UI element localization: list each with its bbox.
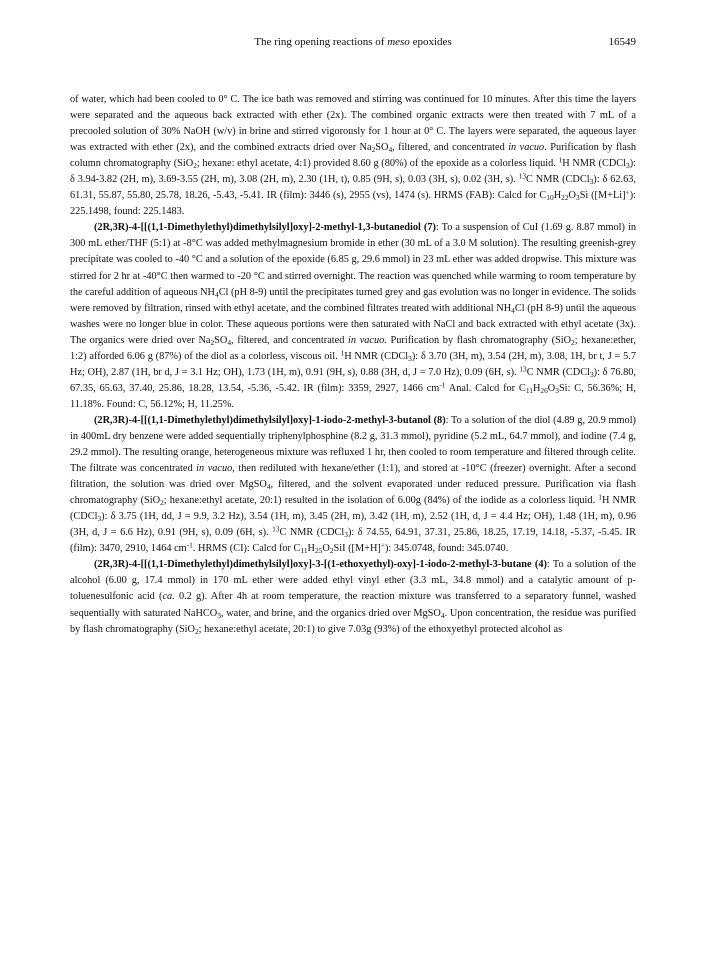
paragraph-epoxide-workup: of water, which had been cooled to 0° C. The ice bath was removed and stirring was continued for 10 minutes. After this time the layers were separated and the aqueous back extracted with ether (2x). The combined organic extracts were then treated with 7 mL of a precooled solution of 30% NaOH (w/v) in brine and stirred vigorously for 1 hour at 0° C. The layers were separated, the aqueous layer was extracted with ether (2x), and the combined extracts dried over $Na_2SO_4$, filtered, and concentrated in vacuo. Purification by flash column chromatography (SiO$_2$; hexane: ethyl acetate, 4:1) provided 8.60 g (80%) of the epoxide as a colorless liquid. $^1$H NMR (CDCl$_3$): δ 3.94-3.82 (2H, m), 3.69-3.55 (2H, m), 3.08 (2H, m), 2.30 (1H, t), 0.85 (9H, s), 0.03 (3H, s), 0.02 (3H, s). $^{13}$C NMR (CDCl$_3$): δ 62.63, 61.31, 55.87, 55.80, 25.78, 18.26, -5.43, -5.41. IR (film): 3446 (s), 2955 (vs), 1474 (s). HRMS (FAB): Calcd for $C_{10}H_{22}O_3Si$ ([M+Li]+): 225.1498, found: 225.1483. [70, 94, 637, 218]
running-title: The ring opening reactions of meso epoxides [254, 36, 452, 48]
paragraph-compound-8: (2R,3R)-4-[[(1,1-Dimethylethyl)dimethylsilyl]oxy]-1-iodo-2-methyl-3-butanol (8): To a solution of the diol (4.89 g, 20.9 mmol) in 400mL dry benzene were added sequentially triphenylphosphine (8.2 g, 31.3 mmol), pyridine (5.2 mL, 64.7 mmol), and iodine (7.4 g, 29.2 mmol). The resulting orange, heterogeneous mixture was refluxed 1 hr, then cooled to room temperature and filtered through celite. The filtrate was concentrated in vacuo, then rediluted with hexane/ether (1:1), and stored at -10°C (freezer) overnight. After a second filtration, the solution was dried over MgSO$_4$, filtered, and the solvent evaporated under reduced pressure. Purification via flash chromatography (SiO$_2$; hexane:ethyl acetate, 20:1) resulted in the isolation of 6.00g (84%) of the iodide as a colorless liquid. $^1$H NMR (CDCl$_3$): δ 3.75 (1H, dd, J = 9.9, 3.2 Hz), 3.54 (1H, m), 3.45 (2H, m), 3.42 (1H, m), 2.52 (1H, d, J = 4.4 Hz; OH), 1.48 (1H, m), 0.96 (3H, d, J = 6.6 Hz), 0.91 (9H, s), 0.09 (6H, s). $^{13}$C NMR (CDCl$_3$): δ 74.55, 64.91, 37.31, 25.86, 18.25, 17.19, 14.18, -5.37, -5.45. IR (film): 3470, 2910, 1464 $cm^{-1}$. HRMS (CI): Calcd for $C_{11}H_{25}O_2SiI$ ([M+H]+): 345.0748, found: 345.0740. [70, 414, 637, 556]
running-header [70, 36, 636, 52]
paragraph-compound-7: (2R,3R)-4-[[(1,1-Dimethylethyl)dimethylsilyl]oxy]-2-methyl-1,3-butanediol (7): To a suspension of CuI (1.69 g. 8.87 mmol) in 300 mL ether/THF (5:1) at -8°C was added methylmagnesium bromide in ether (30 mL of a 3.0 M solution). The resulting greenish-grey precipitate was cooled to -40 °C and a solution of the epoxide (6.85 g, 29.6 mmol) in 23 mL ether was added dropwise. This mixture was stirred for 2 hr at -40°C then warmed to -20 °C and stirred overnight. The reaction was quenched while warming to room temperature by the careful addition of aqueous $NH_4Cl$ (pH 8-9) until the precipitates turned grey and gas evolution was no longer in evidence. The solids were removed by filtration, rinsed with ethyl acetate, and the combined filtrates treated with additional $NH_4Cl$ (pH 8-9) until the aqueous washes were no longer blue in color. These aqueous portions were then saturated with NaCl and back extracted with ethyl acetate (3x). The organics were dried over $Na_2SO_4$, filtered, and concentrated in vacuo. Purification by flash chromatography (SiO$_2$; hexane:ether, 1:2) afforded 6.06 g (87%) of the diol as a colorless, viscous oil. $^1$H NMR (CDCl$_3$): δ 3.70 (3H, m), 3.54 (2H, m), 3.08, 1H, br t, J = 5.7 Hz; OH), 2.87 (1H, br d, J = 3.1 Hz; OH), 1.73 (1H, m), 0.91 (9H, s), 0.88 (3H, d, J = 7.0 Hz), 0.09 (6H, s). $^{13}$C NMR (CDCl$_3$): δ 76.80, 67.35, 65.63, 37.40, 25.86, 18.28, 13.54, -5.36, -5.42. IR (film): 3359, 2927, 1466 $cm^{-1}$ Anal. Calcd for $C_{11}H_{26}O_3Si$: C, 56.36%; H, 11.18%. Found: C, 56.12%; H, 11.25%. [70, 222, 637, 410]
compound-heading: (2R,3R)-4-[[(1,1-Dimethylethyl)dimethylsilyl]oxy]-1-iodo-2-methyl-3-butanol (8) [94, 414, 446, 426]
paragraph-compound-4: (2R,3R)-4-[[(1,1-Dimethylethyl)dimethylsilyl]oxy]-3-[(1-ethoxyethyl)-oxy]-1-iodo-2-methyl-3-butane (4): To a solution of the alcohol (6.00 g, 17.4 mmol) in 170 mL ether were added ethyl vinyl ether (3.3 mL, 34.8 mmol) and a catalytic amount of p-toluenesulfonic acid (ca. 0.2 g). After 4h at room temperature, the reaction mixture was transferred to a separatory funnel, washed sequentially with saturated NaHCO$_3$, water, and brine, and the organics dried over MgSO$_4$. Upon concentration, the residue was purified by flash chromatography (SiO$_2$; hexane:ethyl acetate, 20:1) to give 7.03g (93%) of the ethoxyethyl protected alcohol as [70, 559, 636, 636]
compound-heading: (2R,3R)-4-[[(1,1-Dimethylethyl)dimethylsilyl]oxy]-2-methyl-1,3-butanediol (7) [94, 222, 436, 234]
compound-heading: (2R,3R)-4-[[(1,1-Dimethylethyl)dimethylsilyl]oxy]-3-[(1-ethoxyethyl)-oxy]-1-iodo-2-methyl-3-butane (4) [94, 559, 547, 571]
page-number: 16549 [608, 36, 636, 48]
article-body [70, 92, 636, 638]
